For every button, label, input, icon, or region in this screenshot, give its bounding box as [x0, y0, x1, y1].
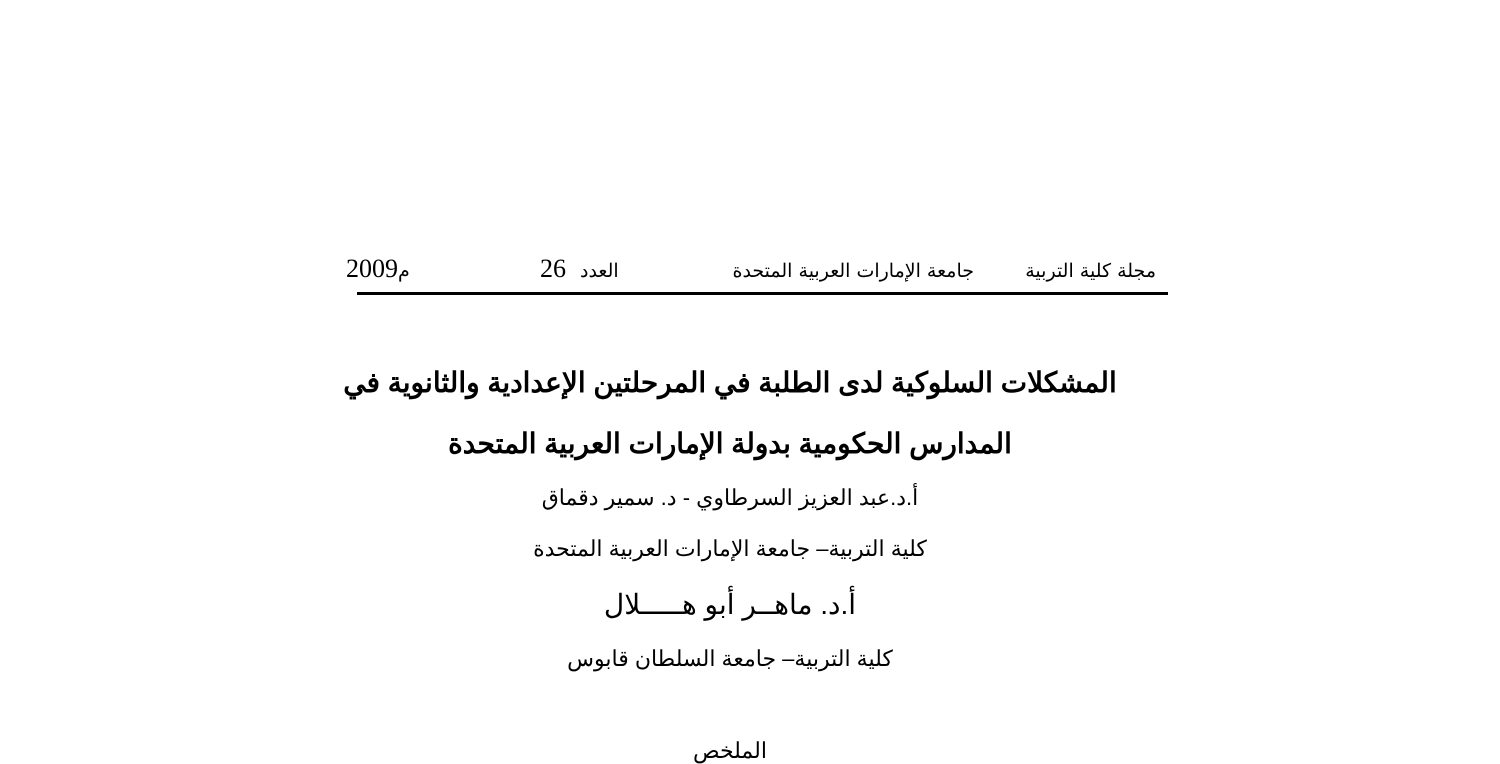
issue-label: العدد	[580, 261, 619, 282]
issue-number: 26	[540, 254, 566, 283]
header-rule	[357, 292, 1168, 295]
year-suffix: م	[398, 261, 410, 282]
publication-year	[346, 254, 410, 284]
author-name-2: أ.د. ماهــر أبو هـــــلال	[603, 589, 857, 620]
author-affiliation-1: كلية التربية– جامعة الإمارات العربية المتحدة	[533, 536, 927, 561]
title-line-1: المشكلات السلوكية لدى الطلبة في المرحلتين الإعدادية والثانوية في	[343, 367, 1117, 398]
year-number: 2009	[346, 254, 398, 283]
issue-info	[540, 254, 619, 284]
author-affiliation-2: كلية التربية– جامعة السلطان قابوس	[567, 646, 893, 671]
journal-name: مجلة كلية التربية	[1025, 260, 1156, 282]
university-name: جامعة الإمارات العربية المتحدة	[732, 260, 974, 282]
title-line-2: المدارس الحكومية بدولة الإمارات العربية المتحدة	[448, 428, 1012, 459]
running-header	[344, 252, 1156, 288]
abstract-heading-partial: الملخص	[693, 738, 767, 763]
article-title	[300, 366, 1160, 399]
author-names-1: أ.د.عبد العزيز السرطاوي - د. سمير دقماق	[541, 485, 919, 510]
article-title-continued	[300, 427, 1160, 460]
